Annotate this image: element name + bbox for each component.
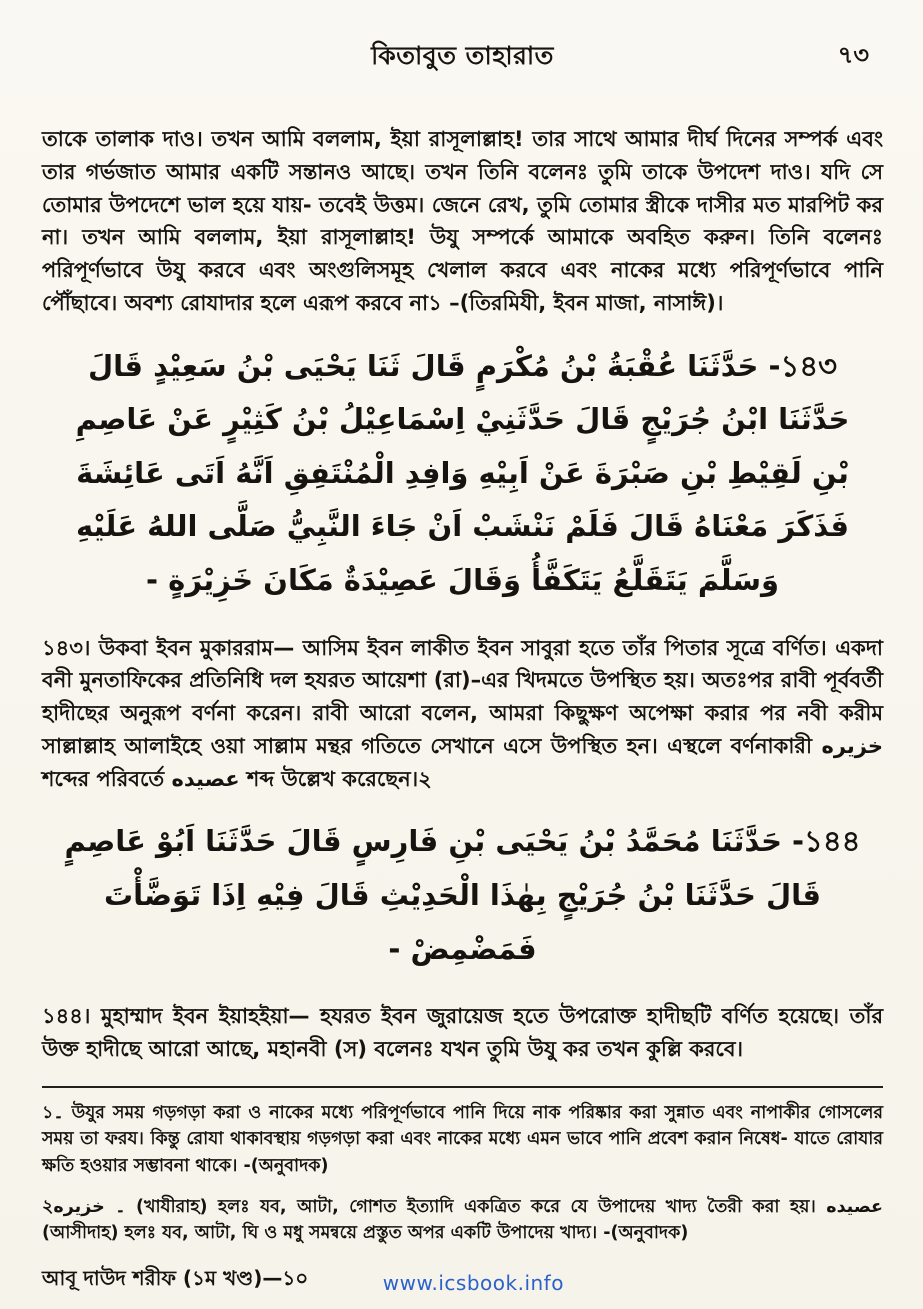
hadith-144-translation: ১৪৪। মুহাম্মাদ ইবন ইয়াহইয়া— হযরত ইবন জুরায়েজ হতে উপরোক্ত হাদীছটি বর্ণিত হয়েছে। তাঁর উক্ত হাদীছে আরো আছে, মহানবী (স) বলেনঃ যখন তুমি উযু কর তখন কুল্লি করবে। (42, 1004, 883, 1062)
hadith-144-number: ১৪৪- (791, 824, 861, 859)
hadith-144-arabic (56, 815, 869, 976)
hadith-143-translation: ১৪৩। উকবা ইবন মুকাররাম— আসিম ইবন লাকীত ইবন সাবুরা হতে তাঁর পিতার সূত্রে বর্ণিত। একদা বনী মুনতাফিকের প্রতিনিধি দল হযরত আয়েশা (রা)–এর খিদমতে উপস্থিত হয়। অতঃপর রাবী পূর্ববর্তী হাদীছের অনুরূপ বর্ণনা করেন। রাবী আরো বলেন, আমরা কিছুক্ষণ অপেক্ষা করার পর নবী করীম সাল্লাল্লাহ আলাইহে ওয়া সাল্লাম মন্থর গতিতে সেখানে এসে উপস্থিত হন। এস্থলে বর্ণনাকারী خزيره শব্দের পরিবর্তে عصيده শব্দ উল্লেখ করেছেন।২ (42, 635, 883, 791)
footnotes-section (42, 1086, 883, 1247)
page-number: ৭৩ (837, 41, 869, 69)
chapter-title: কিতাবুত তাহারাত (371, 41, 554, 70)
website-link[interactable]: www.icsbook.info (382, 1271, 564, 1295)
page-body (42, 123, 883, 1066)
intro-paragraph: তাকে তালাক দাও। তখন আমি বললাম, ইয়া রাসূলাল্লাহ! তার সাথে আমার দীর্ঘ দিনের সম্পর্ক এবং তার গর্ভজাত আমার একটি সন্তানও আছে। তখন তিনি বলেনঃ তুমি তাকে উপদেশ দাও। যদি সে তোমার উপদেশে ভাল হয়ে যায়- তবেই উত্তম। জেনে রেখ, তুমি তোমার স্ত্রীকে দাসীর মত মারপিট কর না। তখন আমি বললাম, ইয়া রাসূলাল্লাহ! উযু সম্পর্কে আমাকে অবহিত করুন। তিনি বলেনঃ পরিপূর্ণভাবে উযু করবে এবং অংগুলিসমূহ খেলাল করবে এবং নাকের মধ্যে পরিপূর্ণভাবে পানি পৌঁছাবে। অবশ্য রোযাদার হলে এরূপ করবে না১ –(তিরমিযী, ইবন মাজা, নাসাঈ)। (42, 127, 883, 315)
hadith-143-arabic-text: حَدَّثَنَا عُقْبَةُ بْنُ مُكْرَمٍ قَالَ ثَنَا يَحْيَى بْنُ سَعِيْدٍ قَالَ حَدَّثَنَا ابْنُ جُرَيْجٍ قَالَ حَدَّثَنِيْ اِسْمَاعِيْلُ بْنُ كَثِيْرٍ عَنْ عَاصِمِ بْنِ لَقِيْطِ بْنِ صَبْرَةَ عَنْ اَبِيْهِ وَافِدِ الْمُنْتَفِقِ اَنَّهُ اَتَى عَائِشَةَ فَذَكَرَ مَعْنَاهُ قَالَ فَلَمْ نَنْشَبْ اَنْ جَاءَ النَّبِيُّ صَلَّى اللهُ عَلَيْهِ وَسَلَّمَ يَتَقَلَّعُ يَتَكَفَّأُ وَقَالَ عَصِيْدَةٌ مَكَانَ خَزِيْرَةٍ - (75, 348, 850, 598)
page-header (42, 36, 883, 79)
page-footer (42, 1267, 883, 1297)
hadith-144-arabic-text: حَدَّثَنَا مُحَمَّدُ بْنُ يَحْيَى بْنِ فَارِسٍ قَالَ حَدَّثَنَا اَبُوْ عَاصِمٍ قَالَ حَدَّثَنَا بْنُ جُرَيْجٍ بِهٰذَا الْحَدِيْثِ قَالَ فِيْهِ اِذَا تَوَضَّأْتَ فَمَضْمِضْ - (64, 824, 822, 966)
footnote-2: ২۔ خزيره (খাযীরাহ) হলঃ যব, আটা, গোশত ইত্যাদি একত্রিত করে যে উপাদেয় খাদ্য তৈরী করা হয়। عصيده (আসীদাহ) হলঃ যব, আটা, ঘি ও মধু সমন্বয়ে প্রস্তুত অপর একটি উপাদেয় খাদ্য। -(অনুবাদক) (42, 1196, 884, 1244)
footnote-1: ১۔ উযুর সময় গড়গড়া করা ও নাকের মধ্যে পরিপূর্ণভাবে পানি দিয়ে নাক পরিষ্কার করা সুন্নাত এবং নাপাকীর গোসলের সময় তা ফরয। কিন্তু রোযা থাকাবস্থায় গড়গড়া করা এবং নাকের মধ্যে এমন ভাবে পানি প্রবেশ করান নিষেধ- যাতে রোযার ক্ষতি হওয়ার সম্ভাবনা থাকে। -(অনুবাদক) (42, 1102, 883, 1177)
book-volume-label: আবূ দাউদ শরীফ (১ম খণ্ড)—১০ (42, 1266, 309, 1290)
hadith-143-arabic (56, 340, 869, 608)
hadith-143-number: ১৪৩- (768, 348, 838, 383)
